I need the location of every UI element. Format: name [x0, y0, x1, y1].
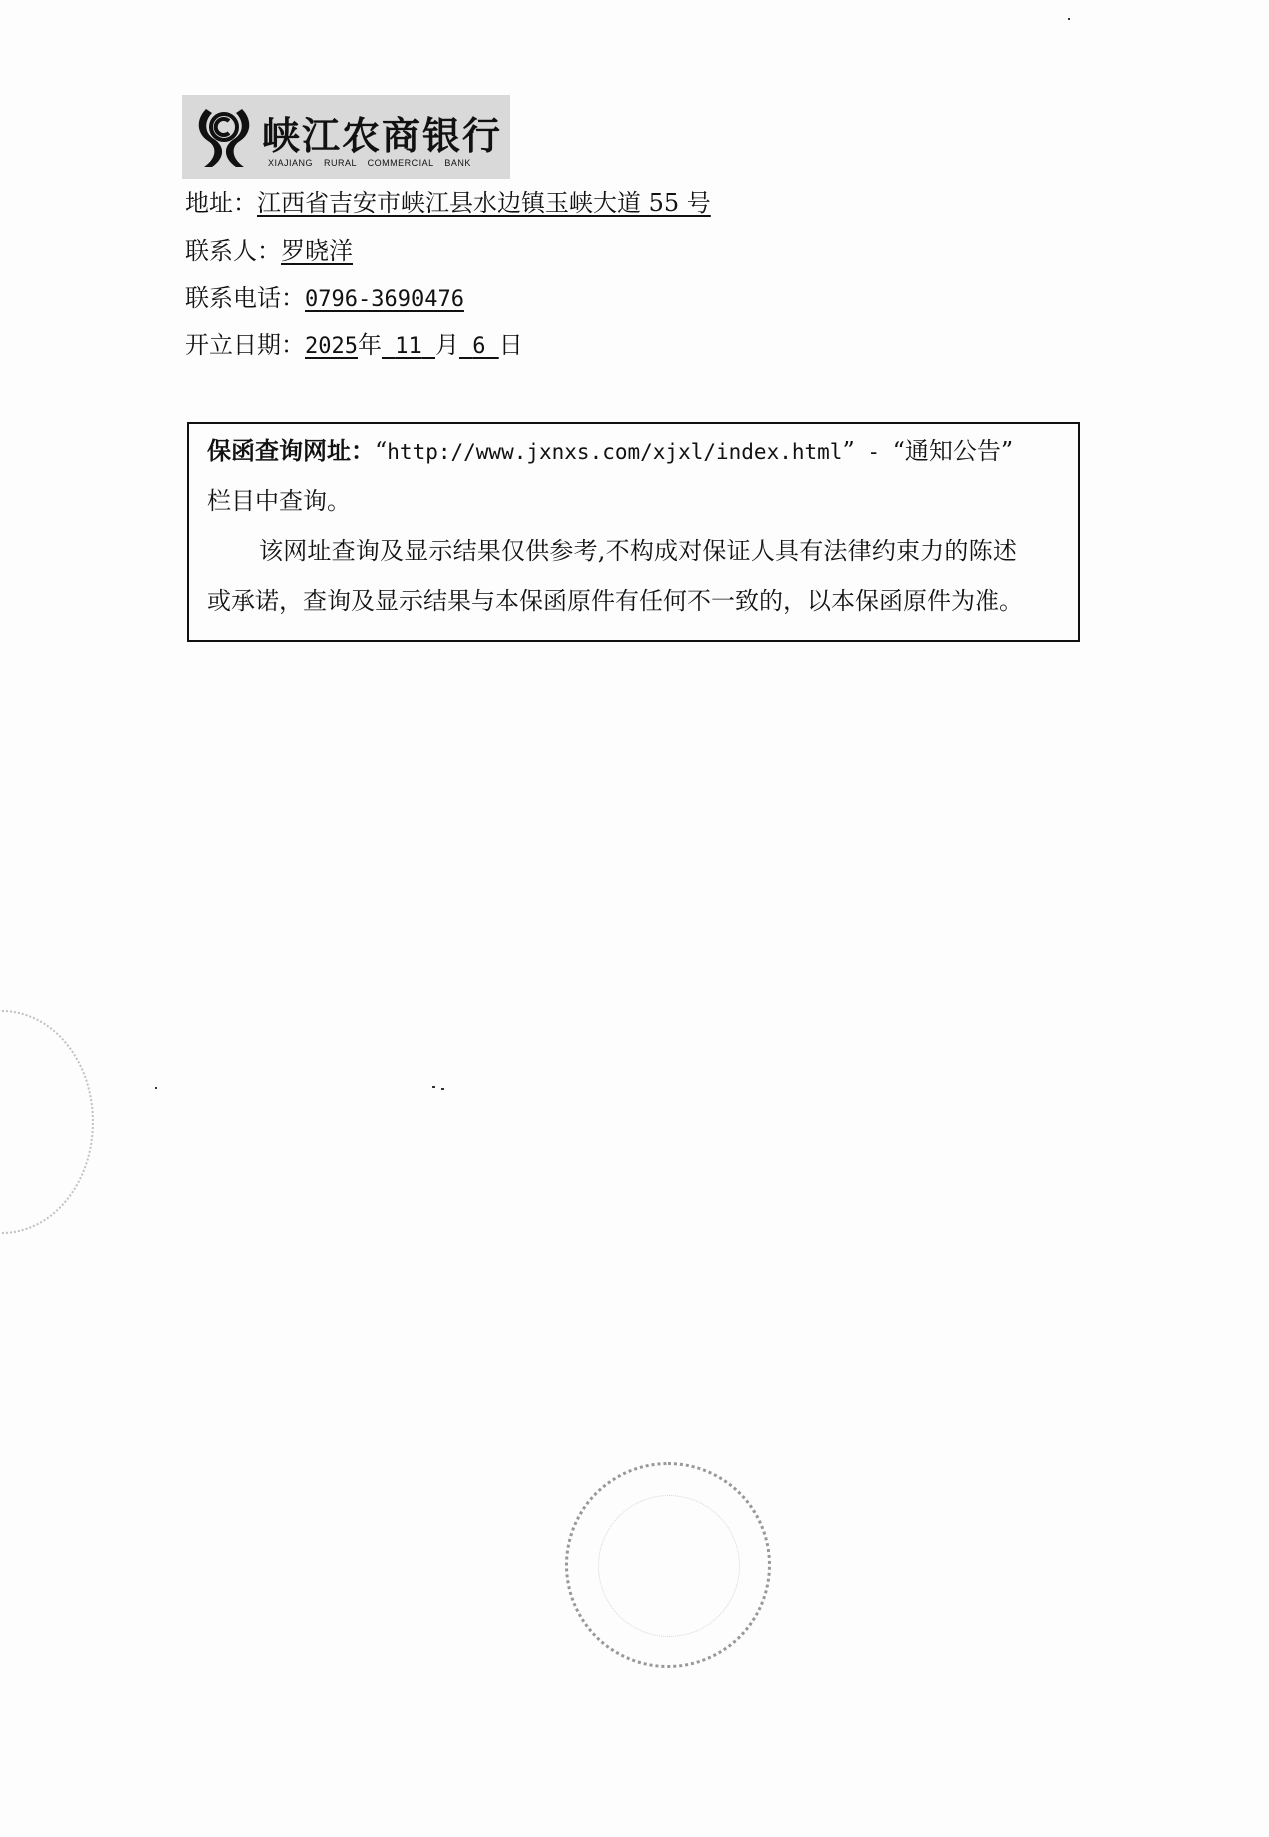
bank-name-cn: 峡江农商银行	[262, 114, 503, 158]
seal-inner-ring	[598, 1495, 740, 1637]
phone-line	[185, 283, 464, 315]
contact-label: 联系人：	[185, 237, 281, 265]
bank-logo	[182, 95, 510, 179]
query-disclaimer-line-2: 或承诺，查询及显示结果与本保函原件有任何不一致的，以本保函原件为准。	[207, 587, 1023, 615]
guarantee-query-box	[187, 422, 1080, 642]
date-year: 2025	[305, 334, 358, 359]
bank-emblem-icon	[192, 103, 256, 171]
phone-label: 联系电话：	[185, 284, 305, 312]
query-url-line: 保函查询网址：“http://www.jxnxs.com/xjxl/index.html” - “通知公告”	[207, 436, 1014, 465]
phone-value: 0796-3690476	[305, 287, 464, 312]
faint-seal-stamp-bottom	[565, 1462, 771, 1668]
query-disclaimer-line-1: 该网址查询及显示结果仅供参考,不构成对保证人具有法律约束力的陈述	[259, 537, 1018, 565]
scan-speck	[432, 1086, 435, 1088]
scan-speck	[441, 1088, 444, 1090]
address-line	[185, 188, 711, 218]
scan-speck	[155, 1087, 157, 1089]
date-year-unit: 年	[357, 331, 382, 359]
faint-seal-stamp-left	[0, 1010, 94, 1234]
date-month: 11	[395, 334, 422, 359]
issue-date-line	[185, 330, 523, 362]
date-month-unit: 月	[434, 331, 459, 359]
date-day: 6	[472, 334, 486, 359]
date-day-unit: 日	[498, 331, 523, 359]
scan-speck	[1068, 18, 1070, 20]
contact-line	[185, 236, 353, 266]
address-value: 江西省吉安市峡江县水边镇玉峡大道 55 号	[257, 189, 711, 217]
date-label: 开立日期：	[185, 331, 305, 359]
contact-value: 罗晓洋	[281, 237, 353, 265]
query-label: 保函查询网址：	[207, 436, 375, 465]
bank-name-en: XIAJIANG RURAL COMMERCIAL BANK	[268, 158, 471, 168]
query-line-2: 栏目中查询。	[207, 487, 351, 515]
address-label: 地址：	[185, 189, 257, 217]
query-section: “通知公告”	[892, 437, 1014, 465]
query-url-link[interactable]: http://www.jxnxs.com/xjxl/index.html	[387, 440, 843, 464]
